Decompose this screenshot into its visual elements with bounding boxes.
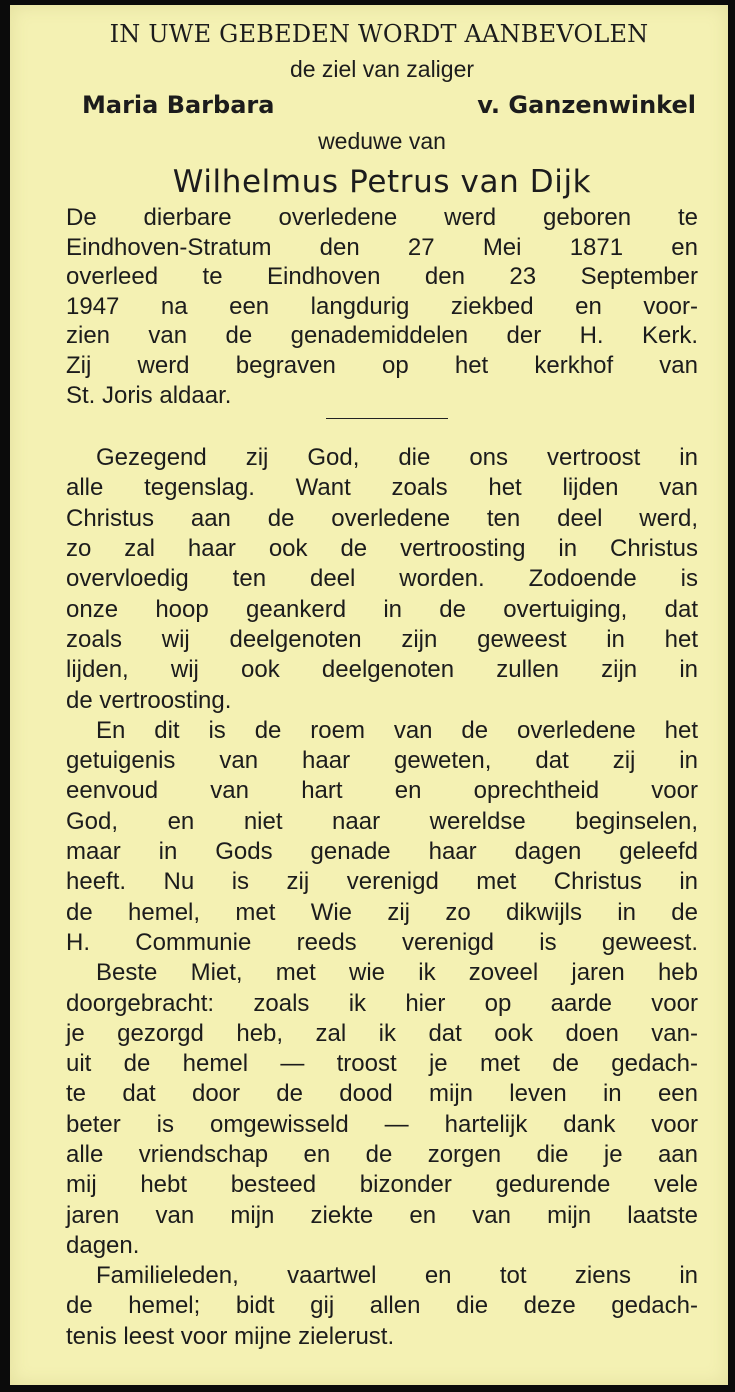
deceased-first-names: Maria Barbara xyxy=(82,91,275,119)
text-line: overvloedig ten deel worden. Zodoende is xyxy=(66,565,698,593)
text-line: tenis leest voor mijne zielerust. xyxy=(66,1322,395,1350)
text-line: dagen. xyxy=(66,1231,140,1259)
card-heading: IN UWE GEBEDEN WORDT AANBEVOLEN xyxy=(109,20,649,48)
deceased-surname: v. Ganzenwinkel xyxy=(477,91,696,119)
bio-line: zien van de genademiddelen der H. Kerk. xyxy=(66,322,698,350)
text-line: alle vriendschap en de zorgen die je aan xyxy=(66,1140,698,1168)
deceased-name xyxy=(66,87,698,123)
text-line: zoals wij deelgenoten zijn geweest in het xyxy=(66,625,698,653)
text-line: En dit is de roem van de overledene het xyxy=(96,716,698,744)
text-line: uit de hemel — troost je met de gedach- xyxy=(66,1050,698,1078)
text-line: getuigenis van haar geweten, dat zij in xyxy=(66,747,698,775)
separator-rule xyxy=(326,418,448,419)
relation-label: weduwe van xyxy=(318,128,446,154)
card-subheading: de ziel van zaliger xyxy=(289,56,475,82)
scripture-paragraph xyxy=(66,443,698,716)
text-line: de vertroosting. xyxy=(66,686,232,714)
text-line: eenvoud van hart en oprechtheid voor xyxy=(66,777,698,805)
text-line: alle tegenslag. Want zoals het lijden van xyxy=(66,474,698,502)
farewell-paragraph xyxy=(66,958,698,1261)
text-line: Christus aan de overledene ten deel werd, xyxy=(66,504,698,532)
text-line: doorgebracht: zoals ik hier op aarde voor xyxy=(66,989,698,1017)
text-line: mij hebt besteed bizonder gedurende vele xyxy=(66,1171,698,1199)
bio-line: 1947 na een langdurig ziekbed en voor- xyxy=(66,292,698,320)
text-line: onze hoop geankerd in de overtuiging, dat xyxy=(66,595,698,623)
bio-line: Eindhoven-Stratum den 27 Mei 1871 en xyxy=(66,233,698,261)
text-line: God, en niet naar wereldse beginselen, xyxy=(66,807,698,835)
text-line: Beste Miet, met wie ik zoveel jaren heb xyxy=(96,959,698,987)
memorial-card xyxy=(10,5,728,1385)
text-line: maar in Gods genade haar dagen geleefd xyxy=(66,838,698,866)
bio-line: overleed te Eindhoven den 23 September xyxy=(66,263,698,291)
bio-paragraph xyxy=(66,203,698,410)
bio-line: De dierbare overledene werd geboren te xyxy=(66,204,698,231)
praise-paragraph xyxy=(66,716,698,958)
text-line: de hemel; bidt gij allen die deze gedach- xyxy=(66,1292,698,1320)
text-line: H. Communie reeds verenigd is geweest. xyxy=(66,928,698,956)
text-line: jaren van mijn ziekte en van mijn laatste xyxy=(66,1201,698,1229)
text-line: heeft. Nu is zij verenigd met Christus in xyxy=(66,868,698,896)
bio-line: St. Joris aldaar. xyxy=(66,381,232,409)
text-line: zo zal haar ook de vertroosting in Christus xyxy=(66,535,698,563)
text-line: Familieleden, vaartwel en tot ziens in xyxy=(96,1262,698,1290)
text-line: Gezegend zij God, die ons vertroost in xyxy=(96,444,698,472)
husband-name: Wilhelmus Petrus van Dijk xyxy=(172,164,592,200)
text-line: lijden, wij ook deelgenoten zullen zijn in xyxy=(66,656,698,684)
text-line: beter is omgewisseld — hartelijk dank voor xyxy=(66,1110,698,1138)
text-line: te dat door de dood mijn leven in een xyxy=(66,1080,698,1108)
bio-line: Zij werd begraven op het kerkhof van xyxy=(66,351,698,379)
text-line: de hemel, met Wie zij zo dikwijls in de xyxy=(66,898,698,926)
family-paragraph xyxy=(66,1261,698,1352)
text-line: je gezorgd heb, zal ik dat ook doen van- xyxy=(66,1019,698,1047)
